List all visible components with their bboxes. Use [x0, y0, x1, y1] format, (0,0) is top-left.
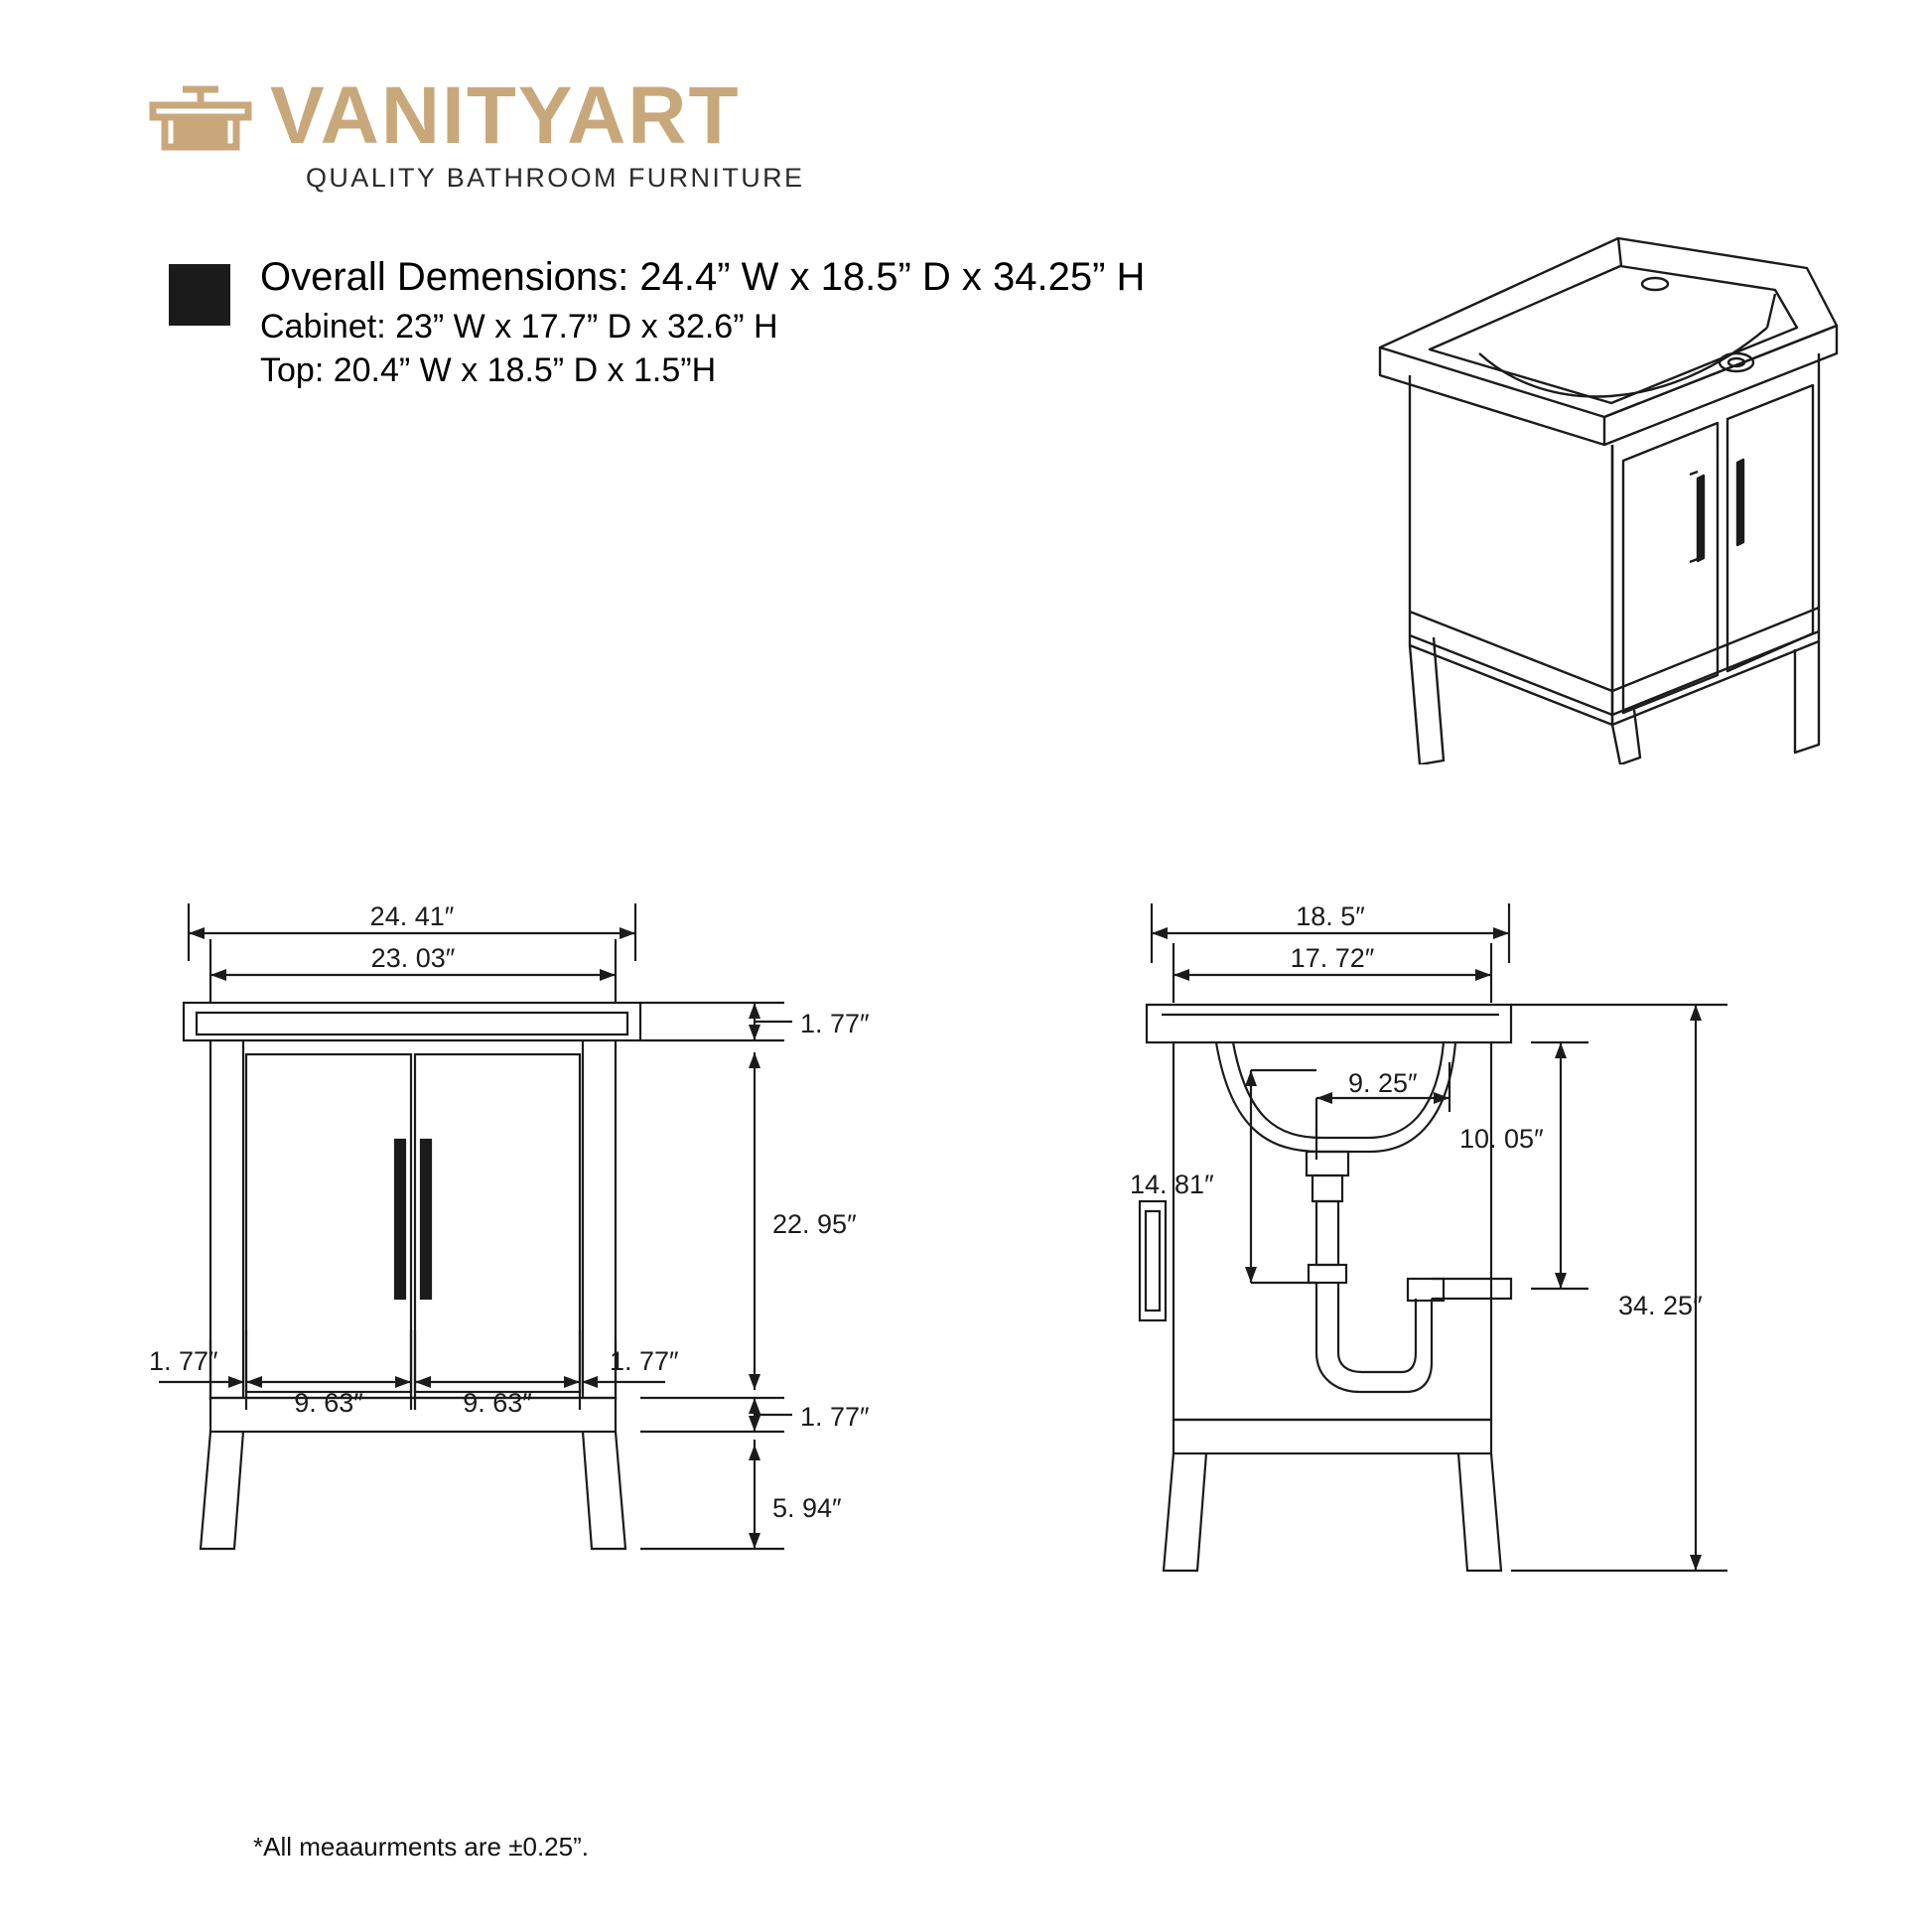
side-basin-height-label: 10. 05″	[1459, 1124, 1544, 1154]
side-basin-width-label: 9. 25″	[1348, 1068, 1418, 1098]
vanity-sink-icon	[147, 77, 254, 155]
front-top-thickness-label: 1. 77″	[800, 1009, 870, 1038]
front-right-stile-label: 1. 77″	[610, 1346, 679, 1376]
front-width-cabinet-label: 23. 03″	[370, 943, 456, 973]
front-door-left-width-label: 9. 63″	[294, 1388, 363, 1418]
isometric-vanity-drawing	[1370, 208, 1886, 764]
cabinet-dimensions-text: Cabinet: 23” W x 17.7” D x 32.6” H	[260, 308, 778, 346]
brand-logo-block	[147, 70, 941, 194]
bullet-square-icon	[169, 264, 230, 326]
side-depth-overall-label: 18. 5″	[1296, 903, 1365, 931]
side-depth-cabinet-label: 17. 72″	[1290, 943, 1375, 973]
front-door-height-label: 22. 95″	[772, 1209, 857, 1239]
front-leg-height-label: 5. 94″	[772, 1493, 842, 1523]
front-elevation-drawing	[149, 903, 903, 1678]
overall-dimensions-text: Overall Demensions: 24.4” W x 18.5” D x 34.25” H	[260, 255, 1146, 299]
measurement-footnote: *All meaaurments are ±0.25”.	[253, 1832, 589, 1862]
front-door-right-width-label: 9. 63″	[463, 1388, 532, 1418]
top-dimensions-text: Top: 20.4” W x 18.5” D x 1.5”H	[260, 351, 717, 390]
spec-block	[169, 256, 1145, 393]
front-left-stile-label: 1. 77″	[149, 1346, 218, 1376]
brand-name: VANITYART	[270, 70, 741, 162]
brand-tagline: QUALITY BATHROOM FURNITURE	[306, 163, 805, 193]
front-rail-height-label: 1. 77″	[800, 1402, 870, 1432]
side-total-height-label: 34. 25″	[1618, 1291, 1703, 1320]
front-width-overall-label: 24. 41″	[369, 903, 455, 931]
side-drain-drop-label: 14. 81″	[1130, 1170, 1214, 1199]
side-section-drawing	[1122, 903, 1817, 1678]
